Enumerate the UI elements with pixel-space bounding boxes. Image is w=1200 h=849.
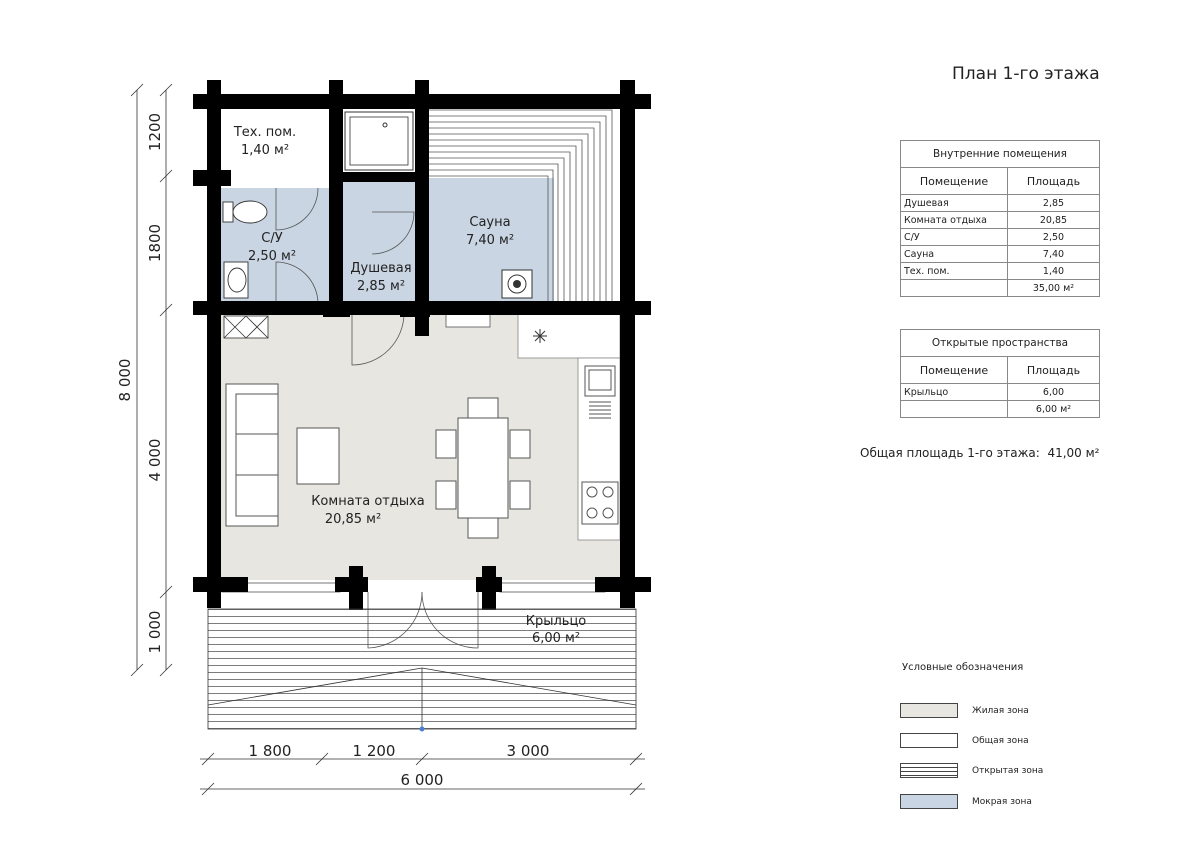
storage-box — [224, 316, 268, 338]
table-total: 6,00 м² — [1008, 401, 1100, 418]
dim-bottom-2: 1 200 — [352, 742, 396, 760]
column-header-area: Площадь — [1008, 357, 1100, 384]
row-room: С/У — [901, 229, 1008, 246]
entry-marker — [420, 727, 425, 732]
dim-bottom-3: 3 000 — [506, 742, 550, 760]
dim-left-4: 1 000 — [146, 610, 164, 654]
row-room: Комната отдыха — [901, 212, 1008, 229]
dim-left-2: 1800 — [146, 223, 164, 263]
table-row — [901, 263, 1100, 280]
living-room-name: Комната отдыха — [311, 494, 425, 509]
tech-room-area: 1,40 м² — [240, 143, 290, 158]
page-title: План 1-го этажа — [952, 64, 1100, 84]
dim-left-1: 1200 — [146, 112, 164, 152]
legend-label: Мокрая зона — [972, 796, 1032, 807]
total-area-value: 41,00 м² — [1047, 446, 1100, 460]
stove-icon — [502, 270, 532, 298]
shower-room-name: Душевая — [350, 261, 412, 276]
column-header-room: Помещение — [901, 168, 1008, 195]
dimension-lines-left — [131, 84, 172, 676]
living-room-area: 20,85 м² — [324, 512, 382, 527]
coffee-table — [297, 428, 339, 484]
row-area: 20,85 — [1008, 212, 1100, 229]
wc-room-area: 2,50 м² — [247, 249, 297, 264]
row-room: Сауна — [901, 246, 1008, 263]
hob-icon — [582, 482, 618, 524]
row-area: 7,40 — [1008, 246, 1100, 263]
interior-rooms-table — [900, 140, 1100, 297]
legend-title: Условные обозначения — [902, 662, 1024, 673]
toilet-icon — [223, 201, 267, 223]
table-caption: Открытые пространства — [901, 330, 1100, 357]
table-row — [901, 229, 1100, 246]
row-area: 1,40 — [1008, 263, 1100, 280]
legend-label: Общая зона — [972, 735, 1029, 746]
table-total-row — [901, 401, 1100, 418]
table-total: 35,00 м² — [1008, 280, 1100, 297]
row-room: Тех. пом. — [901, 263, 1008, 280]
shower-tray — [345, 112, 413, 170]
dim-left-3: 4 000 — [146, 438, 164, 482]
total-area — [860, 446, 1099, 460]
fan-icon — [533, 329, 547, 343]
row-area: 2,85 — [1008, 195, 1100, 212]
dim-bottom-1: 1 800 — [248, 742, 292, 760]
row-room: Крыльцо — [901, 384, 1008, 401]
legend-item — [900, 733, 1029, 748]
sauna-room-area: 7,40 м² — [465, 233, 515, 248]
sink-icon — [224, 262, 248, 298]
legend-item — [900, 763, 1043, 778]
open-spaces-table — [900, 329, 1100, 418]
row-area: 2,50 — [1008, 229, 1100, 246]
porch-room-name: Крыльцо — [525, 614, 587, 629]
table-row — [901, 195, 1100, 212]
total-area-label: Общая площадь 1-го этажа: — [860, 446, 1040, 460]
kitchen-sink-icon — [585, 366, 615, 418]
table-caption: Внутренние помещения — [901, 141, 1100, 168]
legend-swatch-wet — [900, 794, 958, 809]
table-total-row — [901, 280, 1100, 297]
legend-label: Открытая зона — [972, 765, 1044, 776]
column-header-area: Площадь — [1008, 168, 1100, 195]
porch-room-area: 6,00 м² — [531, 631, 581, 646]
shower-room-area: 2,85 м² — [356, 279, 406, 294]
column-header-room: Помещение — [901, 357, 1008, 384]
table-row — [901, 384, 1100, 401]
wc-room-name: С/У — [261, 231, 283, 246]
legend-label: Жилая зона — [972, 705, 1029, 716]
sauna-room-name: Сауна — [469, 215, 511, 230]
dim-overall-height: 8 000 — [116, 358, 134, 402]
row-area: 6,00 — [1008, 384, 1100, 401]
row-room: Душевая — [901, 195, 1008, 212]
table-row — [901, 246, 1100, 263]
dim-overall-width: 6 000 — [400, 771, 444, 789]
table-row — [901, 212, 1100, 229]
legend-item — [900, 794, 1032, 809]
legend-swatch-living — [900, 703, 958, 718]
sofa-icon — [226, 384, 278, 526]
legend-item — [900, 703, 1029, 718]
legend-swatch-common — [900, 733, 958, 748]
legend-swatch-open — [900, 763, 958, 778]
tech-room-name: Тех. пом. — [233, 125, 297, 140]
